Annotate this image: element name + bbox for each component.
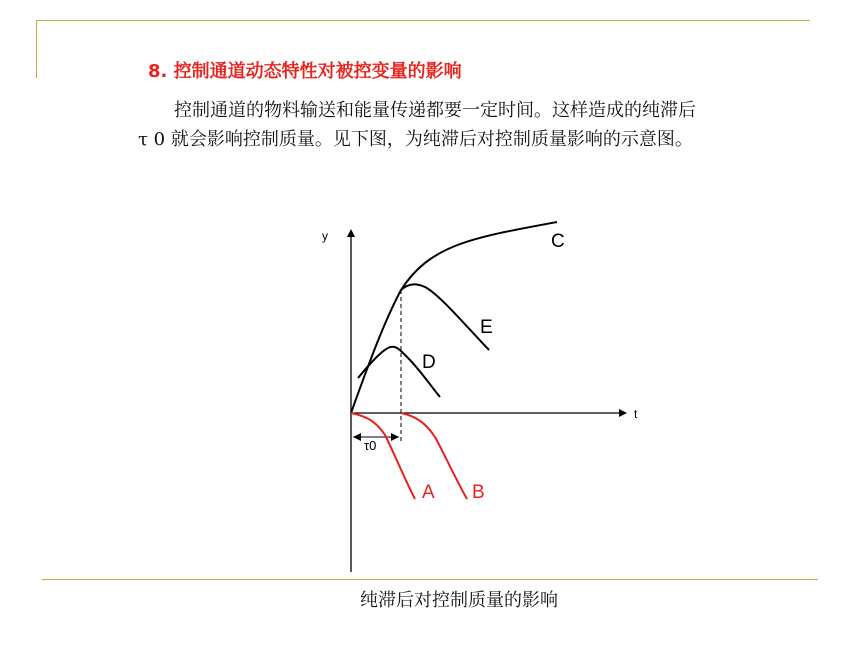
figure-caption: 纯滞后对控制质量的影响 — [360, 590, 558, 611]
curve-e-label: E — [480, 317, 493, 338]
section-heading: 8. 控制通道动态特性对被控变量的影响 — [148, 61, 462, 82]
delay-arrow-right-head — [391, 433, 399, 441]
bottom-rule — [42, 579, 818, 580]
curve-e — [401, 284, 489, 350]
curve-b-label: B — [472, 482, 485, 503]
delay-label: τ0 — [364, 438, 377, 453]
curve-d-label: D — [422, 352, 436, 373]
y-axis-label: y — [322, 229, 328, 243]
x-axis-label: t — [634, 407, 638, 421]
curve-a — [351, 413, 415, 499]
paragraph-line-1: 控制通道的物料输送和能量传递都要一定时间。这样造成的纯滞后 — [174, 100, 696, 121]
paragraph-line-2: τ 0 就会影响控制质量。见下图，为纯滞后对控制质量影响的示意图。 — [138, 129, 693, 150]
delay-arrow-left-head — [353, 433, 361, 441]
curve-a-label: A — [422, 482, 435, 503]
curve-c-label: C — [551, 231, 565, 252]
curve-c — [351, 222, 557, 413]
